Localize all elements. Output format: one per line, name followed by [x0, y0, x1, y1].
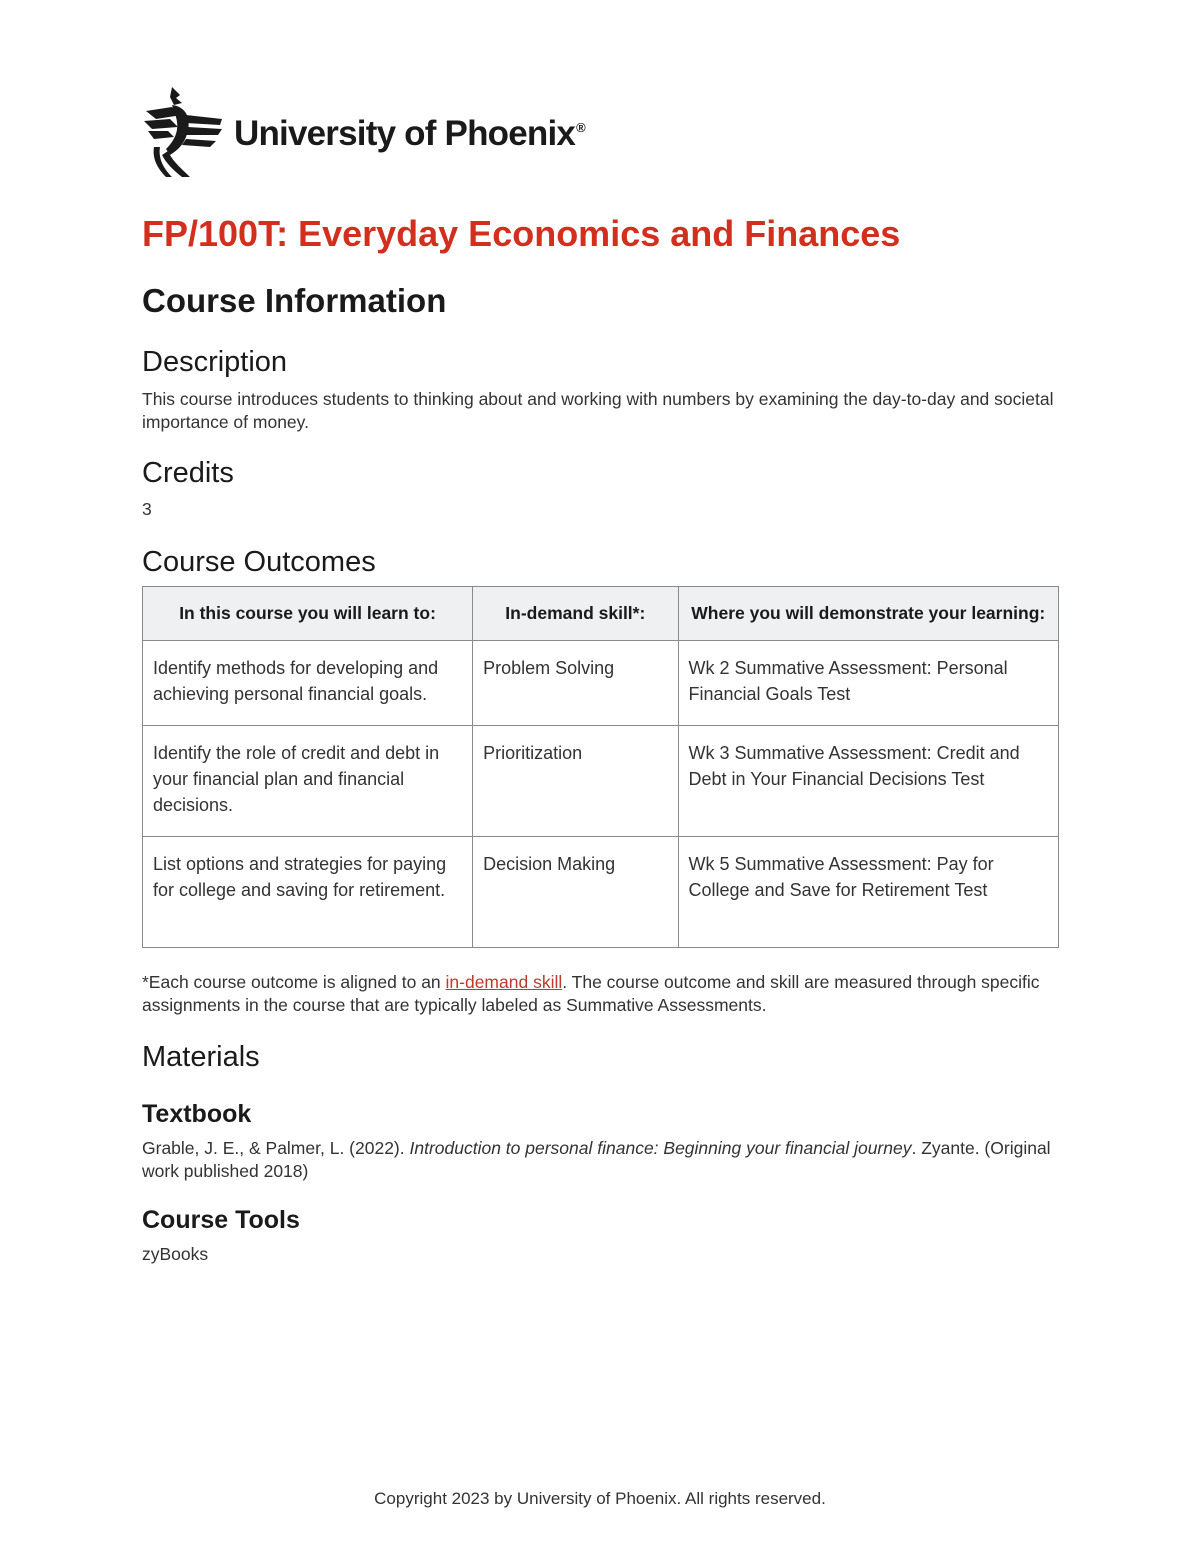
table-header-row — [143, 587, 1059, 641]
university-logo — [142, 84, 585, 180]
skill-cell: Prioritization — [473, 726, 678, 837]
materials-heading: Materials — [142, 1041, 260, 1073]
textbook-heading: Textbook — [142, 1100, 252, 1128]
course-outcomes-heading: Course Outcomes — [142, 546, 376, 578]
skill-cell: Problem Solving — [473, 641, 678, 726]
course-outcomes-table — [142, 586, 1059, 948]
in-demand-skill-link[interactable]: in-demand skill — [445, 972, 563, 992]
description-heading: Description — [142, 346, 288, 378]
column-header-assessment: Where you will demonstrate your learning: — [678, 587, 1058, 641]
course-title: FP/100T: Everyday Economics and Finances — [142, 213, 901, 254]
outcome-cell: Identify the role of credit and debt in your financial plan and financial decisions. — [143, 726, 473, 837]
course-tools-value: zyBooks — [142, 1244, 209, 1264]
credits-value: 3 — [142, 499, 152, 519]
course-tools-heading: Course Tools — [142, 1206, 300, 1234]
copyright-footer: Copyright 2023 by University of Phoenix. All rights reserved. — [374, 1489, 826, 1508]
outcomes-footnote: *Each course outcome is aligned to an in-demand skill. The course outcome and skill are measured through specific assignments in the course that are typically labeled as Summative Assessments. — [142, 972, 1040, 1015]
table-row — [143, 726, 1059, 837]
table-row — [143, 837, 1059, 948]
column-header-outcome: In this course you will learn to: — [143, 587, 473, 641]
phoenix-bird-icon — [142, 85, 224, 179]
outcome-cell: List options and strategies for paying for college and saving for retirement. — [143, 837, 473, 948]
textbook-citation: Grable, J. E., & Palmer, L. (2022). Introduction to personal finance: Beginning your financial journey. Zyante. (Original work published 2018) — [142, 1138, 1051, 1181]
description-text: This course introduces students to thinking about and working with numbers by examining the day-to-day and societal importance of money. — [142, 389, 1054, 432]
assessment-cell: Wk 2 Summative Assessment: Personal Financial Goals Test — [678, 641, 1058, 726]
outcome-cell: Identify methods for developing and achieving personal financial goals. — [143, 641, 473, 726]
credits-heading: Credits — [142, 457, 234, 489]
course-information-heading: Course Information — [142, 282, 447, 319]
table-row — [143, 641, 1059, 726]
skill-cell: Decision Making — [473, 837, 678, 948]
column-header-skill: In-demand skill*: — [473, 587, 678, 641]
logo-wordmark: University of Phoenix® — [234, 114, 585, 153]
textbook-title: Introduction to personal finance: Beginning your financial journey — [409, 1138, 912, 1158]
assessment-cell: Wk 5 Summative Assessment: Pay for College and Save for Retirement Test — [678, 837, 1058, 948]
assessment-cell: Wk 3 Summative Assessment: Credit and Debt in Your Financial Decisions Test — [678, 726, 1058, 837]
